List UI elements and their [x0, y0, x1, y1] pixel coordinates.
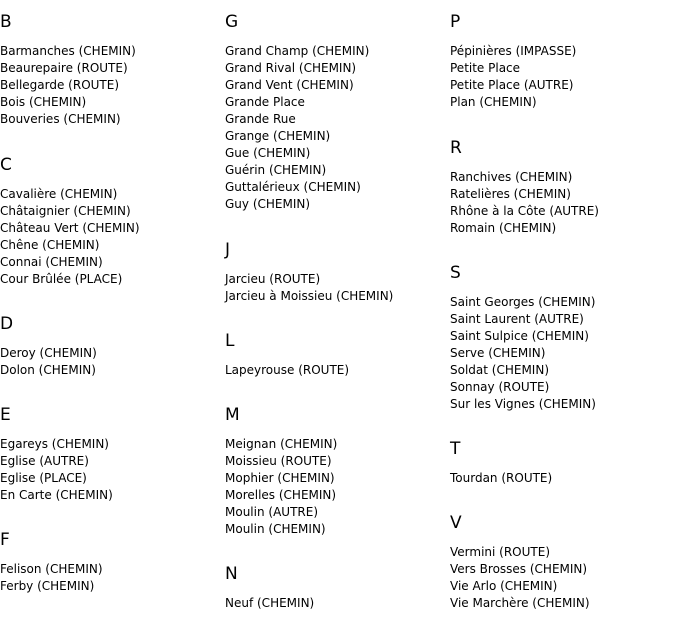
- street-list: [450, 294, 596, 413]
- street-list: [0, 345, 97, 379]
- street-item: Grange (CHEMIN): [225, 129, 331, 143]
- street-item: Cour Brûlée (PLACE): [0, 272, 123, 286]
- street-item: Jarcieu à Moissieu (CHEMIN): [225, 289, 394, 303]
- street-item: Tourdan (ROUTE): [450, 471, 553, 485]
- section-letter-heading: E: [0, 405, 11, 425]
- section-letter-heading: N: [225, 564, 238, 584]
- street-item: Chêne (CHEMIN): [0, 238, 100, 252]
- street-item: Meignan (CHEMIN): [225, 437, 338, 451]
- street-item: Ranchives (CHEMIN): [450, 170, 573, 184]
- street-list: [0, 561, 103, 595]
- street-item: Pépinières (IMPASSE): [450, 44, 577, 58]
- section-letter-heading: B: [0, 12, 12, 32]
- street-item: Neuf (CHEMIN): [225, 596, 315, 610]
- street-item: Romain (CHEMIN): [450, 221, 557, 235]
- street-item: Grand Rival (CHEMIN): [225, 61, 357, 75]
- street-item: Saint Georges (CHEMIN): [450, 295, 596, 309]
- street-list: [225, 43, 369, 213]
- street-list: [225, 362, 349, 379]
- section-letter-heading: D: [0, 314, 14, 334]
- street-item: Grand Champ (CHEMIN): [225, 44, 370, 58]
- street-item: Ferby (CHEMIN): [0, 579, 95, 593]
- street-list: [0, 186, 140, 288]
- section-letter-heading: L: [225, 331, 235, 351]
- street-list: [0, 43, 136, 128]
- street-item: Egareys (CHEMIN): [0, 437, 109, 451]
- street-item: Bouveries (CHEMIN): [0, 112, 121, 126]
- street-item: Deroy (CHEMIN): [0, 346, 97, 360]
- street-item: Morelles (CHEMIN): [225, 488, 337, 502]
- street-item: Lapeyrouse (ROUTE): [225, 363, 350, 377]
- street-item: Barmanches (CHEMIN): [0, 44, 136, 58]
- street-item: Dolon (CHEMIN): [0, 363, 96, 377]
- street-item: Moulin (CHEMIN): [225, 522, 326, 536]
- street-item: Connai (CHEMIN): [0, 255, 103, 269]
- street-item: Petite Place: [450, 61, 521, 75]
- street-item: Jarcieu (ROUTE): [225, 272, 321, 286]
- street-item: Château Vert (CHEMIN): [0, 221, 140, 235]
- street-item: Sonnay (ROUTE): [450, 380, 550, 394]
- street-item: Cavalière (CHEMIN): [0, 187, 118, 201]
- street-item: Vie Arlo (CHEMIN): [450, 579, 558, 593]
- section-letter-heading: V: [450, 513, 462, 533]
- street-list: [450, 470, 552, 487]
- street-item: Mophier (CHEMIN): [225, 471, 335, 485]
- section-letter-heading: J: [225, 240, 231, 260]
- street-item: En Carte (CHEMIN): [0, 488, 113, 502]
- section-letter-heading: C: [0, 155, 12, 175]
- street-item: Guérin (CHEMIN): [225, 163, 327, 177]
- street-item: Serve (CHEMIN): [450, 346, 546, 360]
- street-item: Soldat (CHEMIN): [450, 363, 549, 377]
- street-item: Bois (CHEMIN): [0, 95, 87, 109]
- street-item: Ratelières (CHEMIN): [450, 187, 571, 201]
- street-item: Guttalérieux (CHEMIN): [225, 180, 361, 194]
- street-item: Beaurepaire (ROUTE): [0, 61, 128, 75]
- street-list: [0, 436, 113, 504]
- street-item: Bellegarde (ROUTE): [0, 78, 120, 92]
- section-letter-heading: T: [450, 439, 461, 459]
- street-item: Guy (CHEMIN): [225, 197, 311, 211]
- street-list: [450, 169, 599, 237]
- street-list: [450, 43, 576, 111]
- street-item: Eglise (AUTRE): [0, 454, 89, 468]
- street-item: Eglise (PLACE): [0, 471, 87, 485]
- street-item: Vie Marchère (CHEMIN): [450, 596, 590, 610]
- street-item: Saint Laurent (AUTRE): [450, 312, 584, 326]
- street-item: Grand Vent (CHEMIN): [225, 78, 354, 92]
- section-letter-heading: S: [450, 263, 461, 283]
- street-item: Petite Place (AUTRE): [450, 78, 574, 92]
- street-item: Vermini (ROUTE): [450, 545, 551, 559]
- section-letter-heading: R: [450, 138, 462, 158]
- street-item: Gue (CHEMIN): [225, 146, 311, 160]
- street-item: Moissieu (ROUTE): [225, 454, 332, 468]
- street-item: Rhône à la Côte (AUTRE): [450, 204, 599, 218]
- section-letter-heading: M: [225, 405, 240, 425]
- street-item: Sur les Vignes (CHEMIN): [450, 397, 596, 411]
- section-letter-heading: G: [225, 12, 239, 32]
- street-list: [225, 436, 337, 538]
- street-item: Châtaignier (CHEMIN): [0, 204, 131, 218]
- section-letter-heading: P: [450, 12, 461, 32]
- street-list: [225, 271, 393, 305]
- street-item: Saint Sulpice (CHEMIN): [450, 329, 589, 343]
- street-list: [225, 595, 314, 612]
- street-item: Vers Brosses (CHEMIN): [450, 562, 588, 576]
- street-item: Plan (CHEMIN): [450, 95, 537, 109]
- street-item: Moulin (AUTRE): [225, 505, 318, 519]
- street-list: [450, 544, 590, 612]
- street-item: Felison (CHEMIN): [0, 562, 103, 576]
- street-item: Grande Place: [225, 95, 305, 109]
- street-item: Grande Rue: [225, 112, 296, 126]
- section-letter-heading: F: [0, 530, 10, 550]
